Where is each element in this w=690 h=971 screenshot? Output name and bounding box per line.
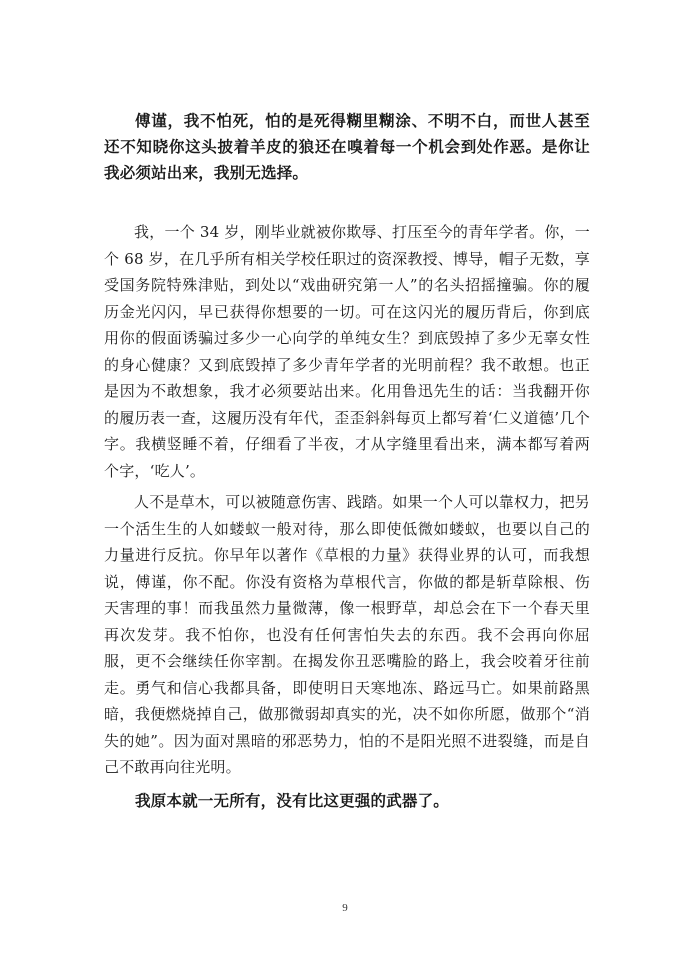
paragraph-resistance: 人不是草木，可以被随意伤害、践踏。如果一个人可以靠权力，把另一个活生生的人如蝼蚁一般对待，那么即使低微如蝼蚁，也要以自己的力量进行反抗。你早年以著作《草根的力量》获得业界的认可，而我想说，傅谨，你不配。你没有资格为草根代言，你做的都是斩草除根、伤天害理的事！而我虽然力量微薄，像一根野草，却总会在下一个春天里再次发芽。我不怕你，也没有任何害怕失去的东西。我不会再向你屈服，更不会继续任你宰割。在揭发你丑恶嘴脸的路上，我会咬着牙往前走。勇气和信心我都具备，即使明日天寒地冻、路远马亡。如果前路黑暗，我便燃烧掉自己，做那微弱却真实的光，决不如你所愿，做那个“消失的她”。因为面对黑暗的邪恶势力，怕的不是阳光照不进裂缝，而是自己不敢再向往光明。 xyxy=(104,493,591,776)
paragraph-opening-statement: 傅谨，我不怕死，怕的是死得糊里糊涂、不明不白，而世人甚至还不知晓你这头披着羊皮的狼还在嗅着每一个机会到处作恶。是你让我必须站出来，我别无选择。 xyxy=(104,111,590,182)
paragraph-closing-statement: 我原本就一无所有，没有比这更强的武器了。 xyxy=(135,791,450,810)
paragraph-author-background: 我，一个 34 岁，刚毕业就被你欺辱、打压至今的青年学者。你，一个 68 岁，在几乎所有相关学校任职过的资深教授、博导，帽子无数，享受国务院特殊津贴，到处以“戏曲研究第一人”的名头招摇撞骗。你的履历金光闪闪，早已获得你想要的一切。可在这闪光的履历背后，你到底用你的假面诱骗过多少一心向学的单纯女生？到底毁掉了多少无辜女性的身心健康？又到底毁掉了多少青年学者的光明前程？我不敢想。也正是因为不敢想象，我才必须要站出来。化用鲁迅先生的话：当我翻开你的履历表一查，这履历没有年代，歪歪斜斜每页上都写着‘仁义道德’几个字。我横竖睡不着，仔细看了半夜，才从字缝里看出来，满本都写着两个字，‘吃人’。 xyxy=(104,223,590,480)
page-number: 9 xyxy=(342,902,348,914)
